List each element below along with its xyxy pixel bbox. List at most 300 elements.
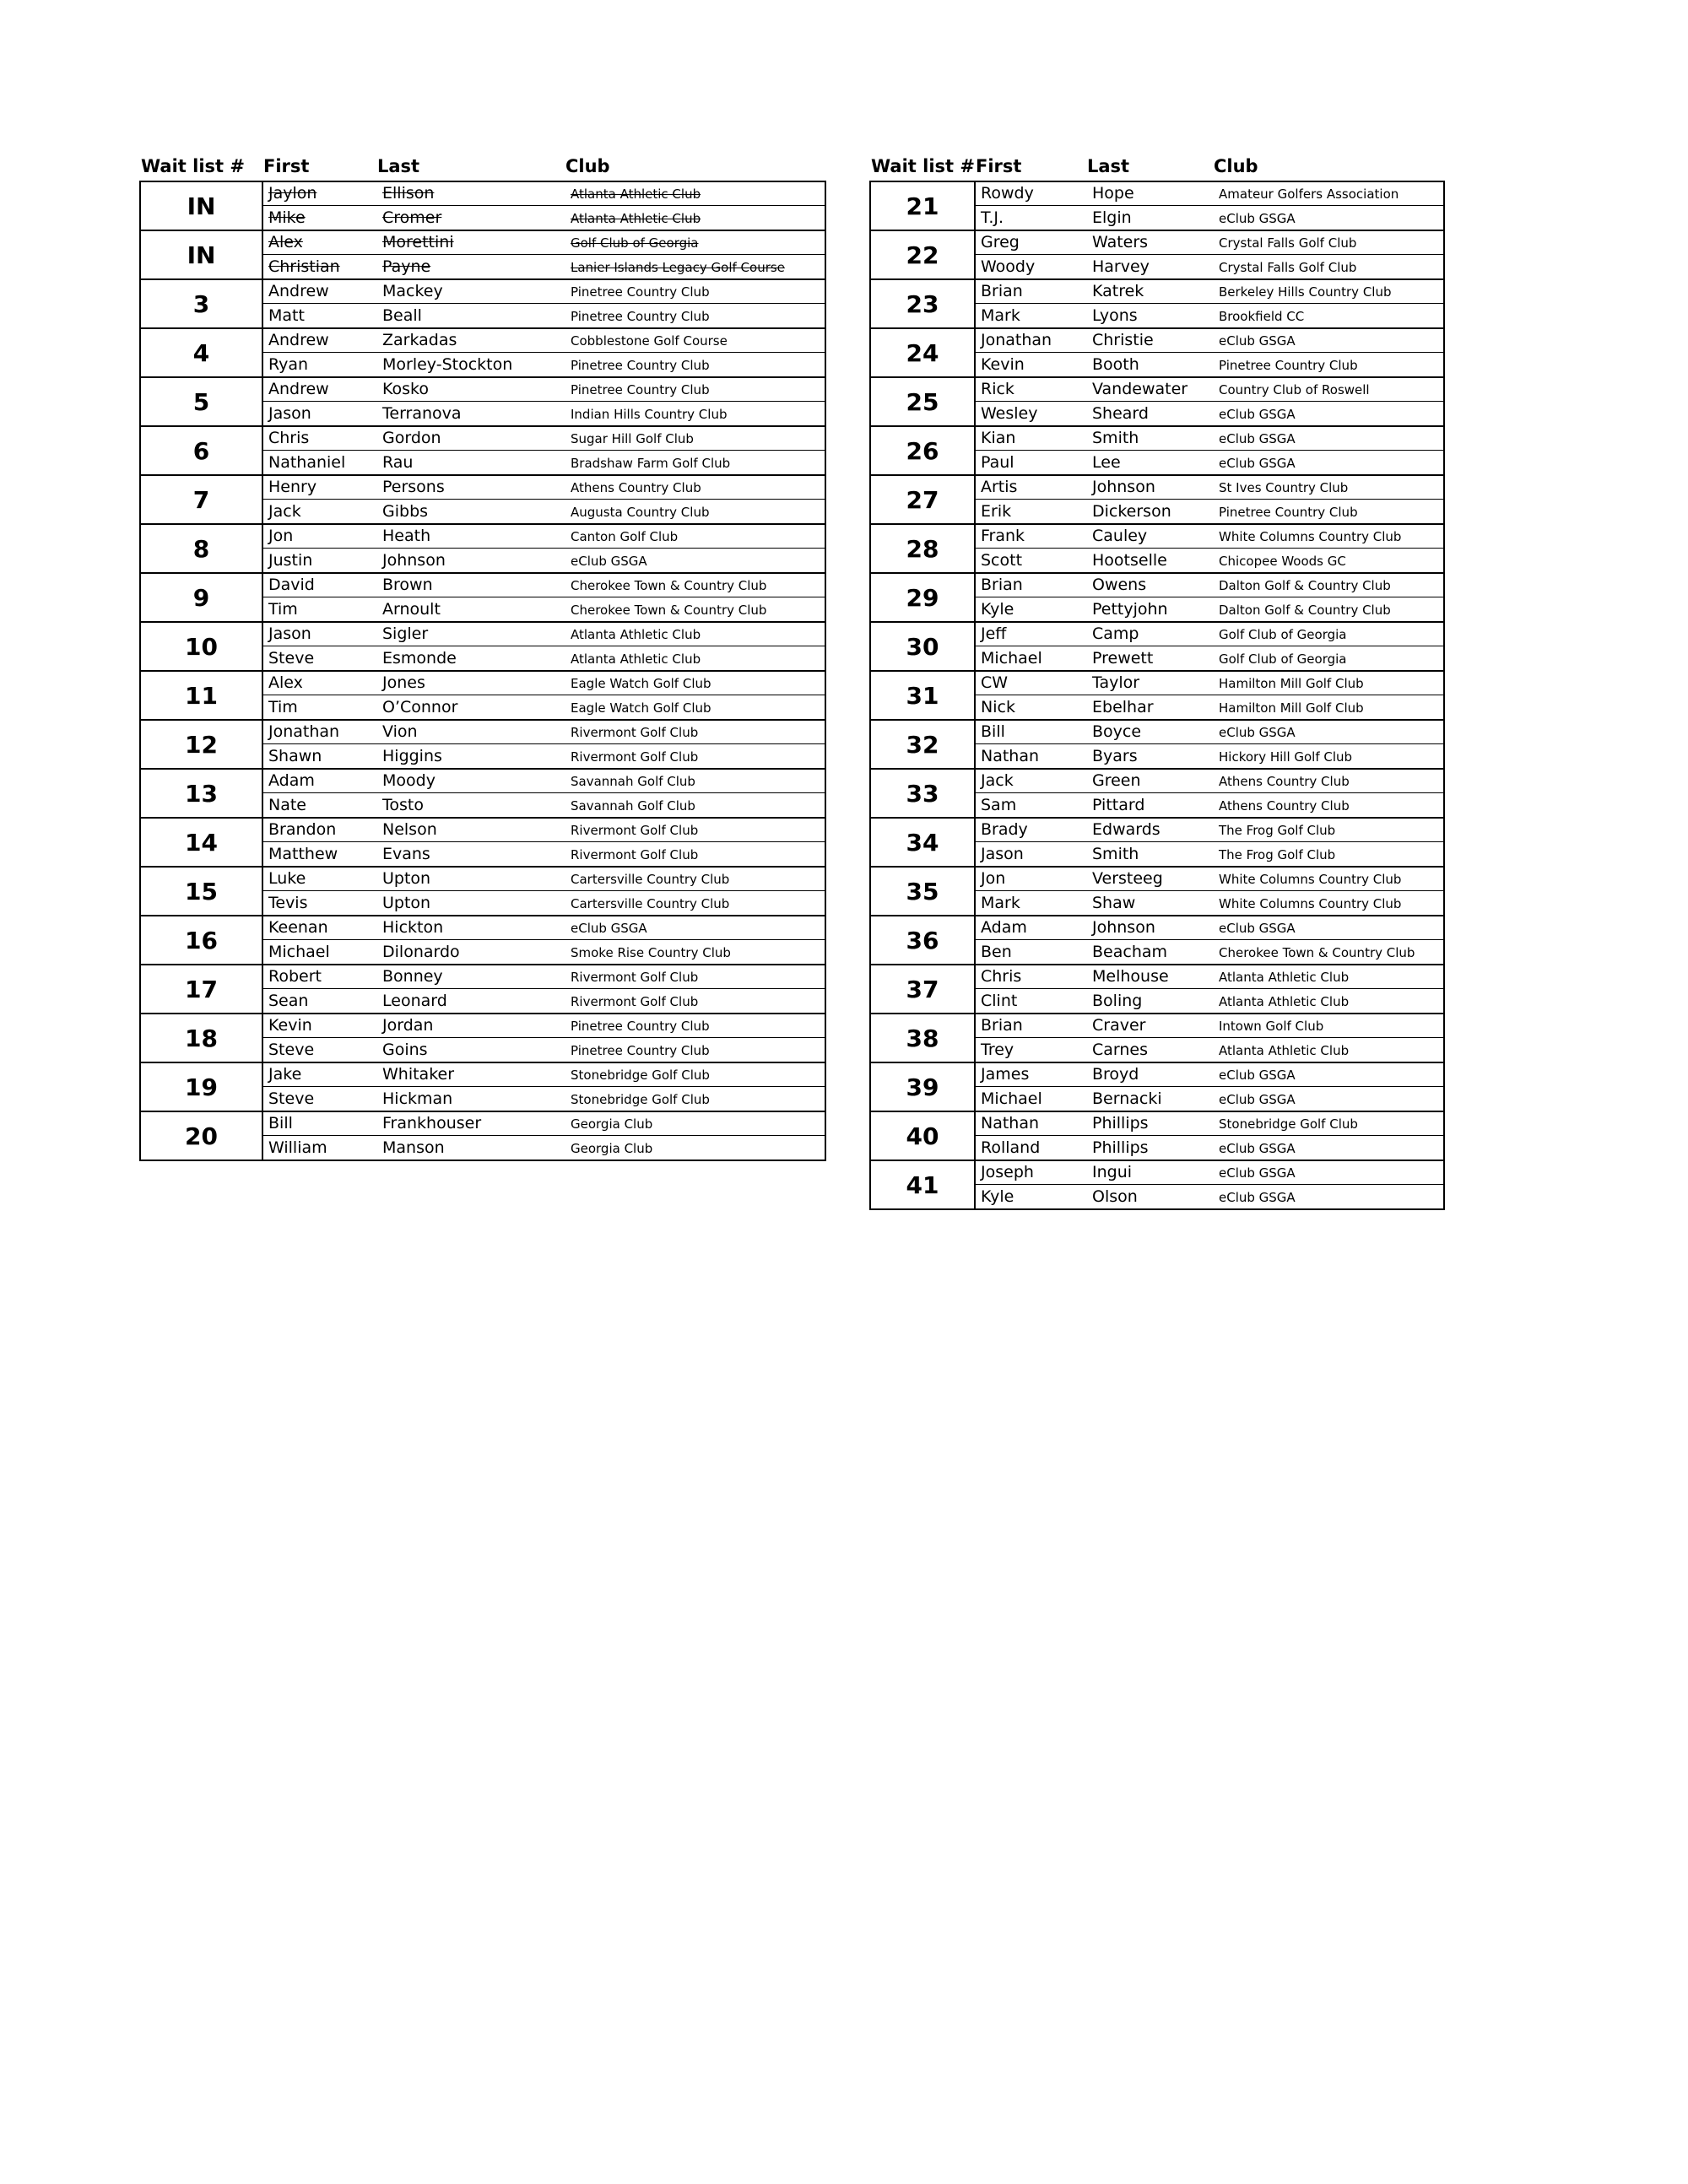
waitlist-entry <box>139 866 826 916</box>
player-club: Pinetree Country Club <box>571 1019 710 1034</box>
player-row <box>976 819 1443 842</box>
waitlist-number: 12 <box>141 721 263 768</box>
player-club: Rivermont Golf Club <box>571 725 699 740</box>
player-club: eClub GSGA <box>1219 1165 1296 1181</box>
waitlist-number: 5 <box>141 378 263 425</box>
player-last-name: Goins <box>382 1041 428 1059</box>
player-last-name: Camp <box>1092 624 1139 643</box>
player-last-name: Persons <box>382 478 445 496</box>
player-last-name: Katrek <box>1092 282 1144 300</box>
player-first-name: Matthew <box>268 845 338 863</box>
waitlist-entry <box>869 376 1445 427</box>
player-pair <box>263 1063 825 1111</box>
player-pair <box>263 672 825 719</box>
player-first-name: Brady <box>981 820 1028 839</box>
waitlist-number: 20 <box>141 1112 263 1160</box>
player-first-name: Rick <box>981 380 1014 398</box>
player-first-name: Steve <box>268 649 315 668</box>
player-last-name: Green <box>1092 771 1141 790</box>
player-row <box>263 1063 825 1087</box>
waitlist-number: 9 <box>141 574 263 621</box>
player-club: Cobblestone Golf Course <box>571 333 728 349</box>
player-last-name: Ellison <box>382 184 435 203</box>
player-first-name: Michael <box>981 649 1042 668</box>
player-club: eClub GSGA <box>1219 431 1296 446</box>
player-first-name: Kyle <box>981 600 1014 619</box>
player-row <box>976 940 1443 964</box>
waitlist-number: 21 <box>871 182 976 230</box>
player-last-name: Beacham <box>1092 943 1168 961</box>
player-last-name: Sheard <box>1092 404 1149 423</box>
player-first-name: Adam <box>981 918 1027 937</box>
player-row <box>976 868 1443 891</box>
player-row <box>976 525 1443 549</box>
player-first-name: Tim <box>268 698 298 716</box>
waitlist-number: 40 <box>871 1112 976 1160</box>
player-first-name: Alex <box>268 673 303 692</box>
player-row <box>263 231 825 255</box>
waitlist-number: 27 <box>871 476 976 523</box>
player-row <box>976 1063 1443 1087</box>
waitlist-number: 7 <box>141 476 263 523</box>
player-last-name: Payne <box>382 257 431 276</box>
waitlist-number: 25 <box>871 378 976 425</box>
player-first-name: Robert <box>268 967 322 986</box>
player-row <box>263 597 825 621</box>
waitlist-number: 17 <box>141 965 263 1013</box>
player-row <box>976 1038 1443 1062</box>
player-row <box>263 940 825 964</box>
player-last-name: Smith <box>1092 429 1139 447</box>
player-pair <box>976 378 1443 425</box>
player-row <box>263 646 825 670</box>
player-row <box>263 206 825 230</box>
player-row <box>976 574 1443 597</box>
player-club: Cartersville Country Club <box>571 896 730 911</box>
player-first-name: Shawn <box>268 747 322 765</box>
player-club: Savannah Golf Club <box>571 798 695 814</box>
player-first-name: Jon <box>981 869 1006 888</box>
player-row <box>976 255 1443 278</box>
player-first-name: Chris <box>268 429 310 447</box>
player-last-name: Esmonde <box>382 649 457 668</box>
player-pair <box>263 329 825 376</box>
waitlist-entry <box>869 1111 1445 1161</box>
player-row <box>263 476 825 500</box>
player-last-name: Bernacki <box>1092 1089 1162 1108</box>
player-club: eClub GSGA <box>1219 333 1296 349</box>
player-club: Amateur Golfers Association <box>1219 187 1399 202</box>
player-first-name: Paul <box>981 453 1014 472</box>
player-row <box>263 868 825 891</box>
player-last-name: Phillips <box>1092 1114 1149 1133</box>
player-pair <box>976 280 1443 327</box>
waitlist-number: 14 <box>141 819 263 866</box>
player-last-name: Beall <box>382 306 422 325</box>
player-last-name: Shaw <box>1092 894 1136 912</box>
player-club: Georgia Club <box>571 1116 653 1132</box>
player-pair <box>976 672 1443 719</box>
player-last-name: O’Connor <box>382 698 458 716</box>
column-header-club: Club <box>565 156 610 176</box>
player-row <box>976 646 1443 670</box>
player-pair <box>263 280 825 327</box>
player-last-name: Frankhouser <box>382 1114 482 1133</box>
player-last-name: Zarkadas <box>382 331 457 349</box>
player-row <box>263 916 825 940</box>
player-first-name: Keenan <box>268 918 328 937</box>
player-first-name: Rowdy <box>981 184 1034 203</box>
player-row <box>263 304 825 327</box>
waitlist-number: 3 <box>141 280 263 327</box>
player-pair <box>263 231 825 278</box>
player-pair <box>263 574 825 621</box>
player-row <box>976 597 1443 621</box>
player-row <box>263 1038 825 1062</box>
player-club: Sugar Hill Golf Club <box>571 431 694 446</box>
waitlist-entry <box>139 1013 826 1063</box>
player-row <box>263 378 825 402</box>
player-club: Bradshaw Farm Golf Club <box>571 456 731 471</box>
player-last-name: Elgin <box>1092 208 1132 227</box>
column-header-club: Club <box>1214 156 1258 176</box>
player-pair <box>263 770 825 817</box>
waitlist-entry <box>139 915 826 965</box>
player-first-name: Frank <box>981 527 1025 545</box>
player-last-name: Taylor <box>1092 673 1140 692</box>
player-pair <box>263 476 825 523</box>
waitlist-entry <box>869 425 1445 476</box>
player-pair <box>263 819 825 866</box>
player-pair <box>976 965 1443 1013</box>
player-last-name: Pettyjohn <box>1092 600 1168 619</box>
waitlist-number: 19 <box>141 1063 263 1111</box>
player-row <box>976 1185 1443 1208</box>
player-pair <box>263 965 825 1013</box>
waitlist-entry <box>869 621 1445 672</box>
player-last-name: Morettini <box>382 233 454 251</box>
player-first-name: Michael <box>268 943 330 961</box>
player-pair <box>976 868 1443 915</box>
player-row <box>263 549 825 572</box>
waitlist-entry <box>139 1062 826 1112</box>
player-last-name: Johnson <box>382 551 446 570</box>
player-pair <box>263 378 825 425</box>
player-last-name: Dilonardo <box>382 943 460 961</box>
player-first-name: Andrew <box>268 331 329 349</box>
waitlist-entry <box>869 1160 1445 1210</box>
player-club: Stonebridge Golf Club <box>571 1092 710 1107</box>
player-club: Rivermont Golf Club <box>571 994 699 1009</box>
player-first-name: Kevin <box>268 1016 312 1035</box>
player-club: Rivermont Golf Club <box>571 970 699 985</box>
player-last-name: Hootselle <box>1092 551 1167 570</box>
player-pair <box>263 868 825 915</box>
column-header-waitlist: Wait list # <box>141 156 245 176</box>
player-row <box>976 378 1443 402</box>
player-last-name: Ingui <box>1092 1163 1133 1181</box>
player-club: Athens Country Club <box>571 480 701 495</box>
player-club: Atlanta Athletic Club <box>571 211 701 226</box>
player-club: eClub GSGA <box>1219 1141 1296 1156</box>
player-club: Eagle Watch Golf Club <box>571 700 711 716</box>
player-last-name: Craver <box>1092 1016 1146 1035</box>
waitlist-number: 4 <box>141 329 263 376</box>
player-row <box>263 402 825 425</box>
player-row <box>263 721 825 744</box>
player-row <box>976 182 1443 206</box>
player-club: Stonebridge Golf Club <box>1219 1116 1358 1132</box>
player-last-name: Byars <box>1092 747 1138 765</box>
player-last-name: Whitaker <box>382 1065 455 1084</box>
player-last-name: Arnoult <box>382 600 441 619</box>
table-header-row <box>869 152 1445 181</box>
player-last-name: Waters <box>1092 233 1149 251</box>
player-last-name: Jordan <box>382 1016 434 1035</box>
player-club: Rivermont Golf Club <box>571 823 699 838</box>
player-pair <box>976 182 1443 230</box>
waitlist-entry <box>139 670 826 721</box>
player-first-name: Jack <box>981 771 1014 790</box>
player-last-name: Heath <box>382 527 431 545</box>
player-club: eClub GSGA <box>1219 407 1296 422</box>
player-row <box>976 623 1443 646</box>
player-first-name: Jason <box>981 845 1024 863</box>
player-first-name: Wesley <box>981 404 1038 423</box>
player-row <box>263 1136 825 1160</box>
table-header-row <box>139 152 826 181</box>
waitlist-number: 13 <box>141 770 263 817</box>
player-row <box>263 891 825 915</box>
waitlist-number: 11 <box>141 672 263 719</box>
player-first-name: Bill <box>268 1114 293 1133</box>
player-club: Athens Country Club <box>1219 798 1350 814</box>
player-last-name: Booth <box>1092 355 1139 374</box>
player-row <box>263 255 825 278</box>
player-last-name: Pittard <box>1092 796 1145 814</box>
player-club: Cherokee Town & Country Club <box>1219 945 1415 960</box>
player-first-name: Steve <box>268 1041 315 1059</box>
player-club: Golf Club of Georgia <box>1219 651 1347 667</box>
player-first-name: Nathan <box>981 747 1040 765</box>
waitlist-entry <box>869 572 1445 623</box>
player-last-name: Sigler <box>382 624 429 643</box>
waitlist-entry <box>139 230 826 280</box>
player-last-name: Johnson <box>1092 478 1155 496</box>
player-club: Rivermont Golf Club <box>571 749 699 765</box>
waitlist-number: 8 <box>141 525 263 572</box>
player-club: Atlanta Athletic Club <box>571 627 701 642</box>
player-row <box>976 989 1443 1013</box>
waitlist-entry <box>869 474 1445 525</box>
player-first-name: Chris <box>981 967 1022 986</box>
player-club: Cherokee Town & Country Club <box>571 578 767 593</box>
player-last-name: Melhouse <box>1092 967 1169 986</box>
player-last-name: Evans <box>382 845 430 863</box>
player-club: Pinetree Country Club <box>571 284 710 300</box>
waitlist-entry <box>139 768 826 819</box>
waitlist-number: 6 <box>141 427 263 474</box>
player-row <box>976 1161 1443 1185</box>
waitlist-entry <box>139 523 826 574</box>
player-club: Athens Country Club <box>1219 774 1350 789</box>
waitlist-number: 35 <box>871 868 976 915</box>
waitlist-entry <box>869 964 1445 1014</box>
player-first-name: Nick <box>981 698 1015 716</box>
player-row <box>976 891 1443 915</box>
player-first-name: Alex <box>268 233 303 251</box>
player-last-name: Mackey <box>382 282 443 300</box>
player-last-name: Prewett <box>1092 649 1154 668</box>
waitlist-number: 15 <box>141 868 263 915</box>
player-last-name: Broyd <box>1092 1065 1139 1084</box>
player-first-name: Jake <box>268 1065 302 1084</box>
player-row <box>263 672 825 695</box>
player-first-name: Mark <box>981 894 1020 912</box>
waitlist-entry <box>139 376 826 427</box>
player-first-name: Erik <box>981 502 1012 521</box>
player-first-name: Bill <box>981 722 1005 741</box>
player-last-name: Higgins <box>382 747 442 765</box>
player-row <box>976 304 1443 327</box>
player-club: Pinetree Country Club <box>571 1043 710 1058</box>
player-last-name: Ebelhar <box>1092 698 1154 716</box>
waitlist-entry <box>139 181 826 231</box>
player-pair <box>263 525 825 572</box>
player-club: Rivermont Golf Club <box>571 847 699 862</box>
player-last-name: Olson <box>1092 1187 1138 1206</box>
player-row <box>976 793 1443 817</box>
player-first-name: Nate <box>268 796 306 814</box>
player-pair <box>976 231 1443 278</box>
player-row <box>263 842 825 866</box>
player-row <box>263 819 825 842</box>
waitlist-entry <box>139 817 826 868</box>
player-first-name: Jonathan <box>268 722 340 741</box>
waitlist-number: 41 <box>871 1161 976 1208</box>
player-club: eClub GSGA <box>1219 1068 1296 1083</box>
player-row <box>976 1112 1443 1136</box>
waitlist-entry <box>869 719 1445 770</box>
player-first-name: Andrew <box>268 380 329 398</box>
waitlist-entry <box>869 817 1445 868</box>
player-last-name: Carnes <box>1092 1041 1149 1059</box>
waitlist-number: 28 <box>871 525 976 572</box>
player-first-name: Steve <box>268 1089 315 1108</box>
player-row <box>976 451 1443 474</box>
player-club: White Columns Country Club <box>1219 872 1402 887</box>
player-first-name: James <box>981 1065 1030 1084</box>
player-pair <box>263 1112 825 1160</box>
player-first-name: Jaylon <box>268 184 317 203</box>
player-row <box>263 695 825 719</box>
player-club: Lanier Islands Legacy Golf Course <box>571 260 785 275</box>
player-club: Canton Golf Club <box>571 529 679 544</box>
waitlist-entry <box>869 866 1445 916</box>
player-last-name: Boling <box>1092 992 1143 1010</box>
player-first-name: Rolland <box>981 1138 1041 1157</box>
player-first-name: Scott <box>981 551 1023 570</box>
player-club: Dalton Golf & Country Club <box>1219 578 1391 593</box>
player-pair <box>976 1161 1443 1208</box>
player-last-name: Lee <box>1092 453 1121 472</box>
player-club: Cherokee Town & Country Club <box>571 603 767 618</box>
player-last-name: Bonney <box>382 967 443 986</box>
player-club: St Ives Country Club <box>1219 480 1349 495</box>
waitlist-entry <box>869 1013 1445 1063</box>
player-club: White Columns Country Club <box>1219 529 1402 544</box>
player-club: Hamilton Mill Golf Club <box>1219 676 1364 691</box>
waitlist-number: 29 <box>871 574 976 621</box>
player-pair <box>976 1014 1443 1062</box>
player-last-name: Morley-Stockton <box>382 355 513 374</box>
player-last-name: Versteeg <box>1092 869 1163 888</box>
player-first-name: Michael <box>981 1089 1042 1108</box>
player-club: White Columns Country Club <box>1219 896 1402 911</box>
player-first-name: Brian <box>981 1016 1023 1035</box>
player-row <box>976 231 1443 255</box>
player-first-name: Brian <box>981 282 1023 300</box>
player-row <box>263 1112 825 1136</box>
player-club: Crystal Falls Golf Club <box>1219 260 1357 275</box>
waitlist-entry <box>139 425 826 476</box>
player-row <box>976 842 1443 866</box>
player-first-name: Andrew <box>268 282 329 300</box>
player-first-name: Ben <box>981 943 1012 961</box>
player-club: eClub GSGA <box>1219 211 1296 226</box>
player-row <box>263 525 825 549</box>
player-first-name: Kevin <box>981 355 1025 374</box>
waitlist-number: 10 <box>141 623 263 670</box>
column-header-last: Last <box>377 156 420 176</box>
player-pair <box>263 182 825 230</box>
player-first-name: T.J. <box>981 208 1004 227</box>
player-club: Hickory Hill Golf Club <box>1219 749 1353 765</box>
player-row <box>976 500 1443 523</box>
player-club: The Frog Golf Club <box>1219 823 1336 838</box>
player-last-name: Brown <box>382 576 433 594</box>
player-club: Smoke Rise Country Club <box>571 945 731 960</box>
player-first-name: Justin <box>268 551 313 570</box>
player-last-name: Nelson <box>382 820 437 839</box>
player-last-name: Cauley <box>1092 527 1148 545</box>
player-first-name: Kyle <box>981 1187 1014 1206</box>
player-club: Savannah Golf Club <box>571 774 695 789</box>
player-first-name: Artis <box>981 478 1018 496</box>
player-pair <box>976 770 1443 817</box>
column-header-waitlist: Wait list # <box>871 156 975 176</box>
player-club: Pinetree Country Club <box>1219 505 1358 520</box>
player-club: Pinetree Country Club <box>1219 358 1358 373</box>
player-club: eClub GSGA <box>1219 456 1296 471</box>
waitlist-entry <box>869 523 1445 574</box>
player-first-name: Nathan <box>981 1114 1040 1133</box>
waitlist-number: 34 <box>871 819 976 866</box>
player-last-name: Harvey <box>1092 257 1150 276</box>
player-club: Golf Club of Georgia <box>571 235 699 251</box>
player-row <box>976 549 1443 572</box>
waitlist-table-right <box>869 152 1445 1210</box>
waitlist-number: 39 <box>871 1063 976 1111</box>
player-first-name: Mike <box>268 208 306 227</box>
player-club: eClub GSGA <box>571 554 647 569</box>
player-last-name: Moody <box>382 771 436 790</box>
player-club: Berkeley Hills Country Club <box>1219 284 1392 300</box>
player-first-name: Woody <box>981 257 1036 276</box>
column-header-last: Last <box>1087 156 1130 176</box>
player-club: The Frog Golf Club <box>1219 847 1336 862</box>
player-club: eClub GSGA <box>571 921 647 936</box>
